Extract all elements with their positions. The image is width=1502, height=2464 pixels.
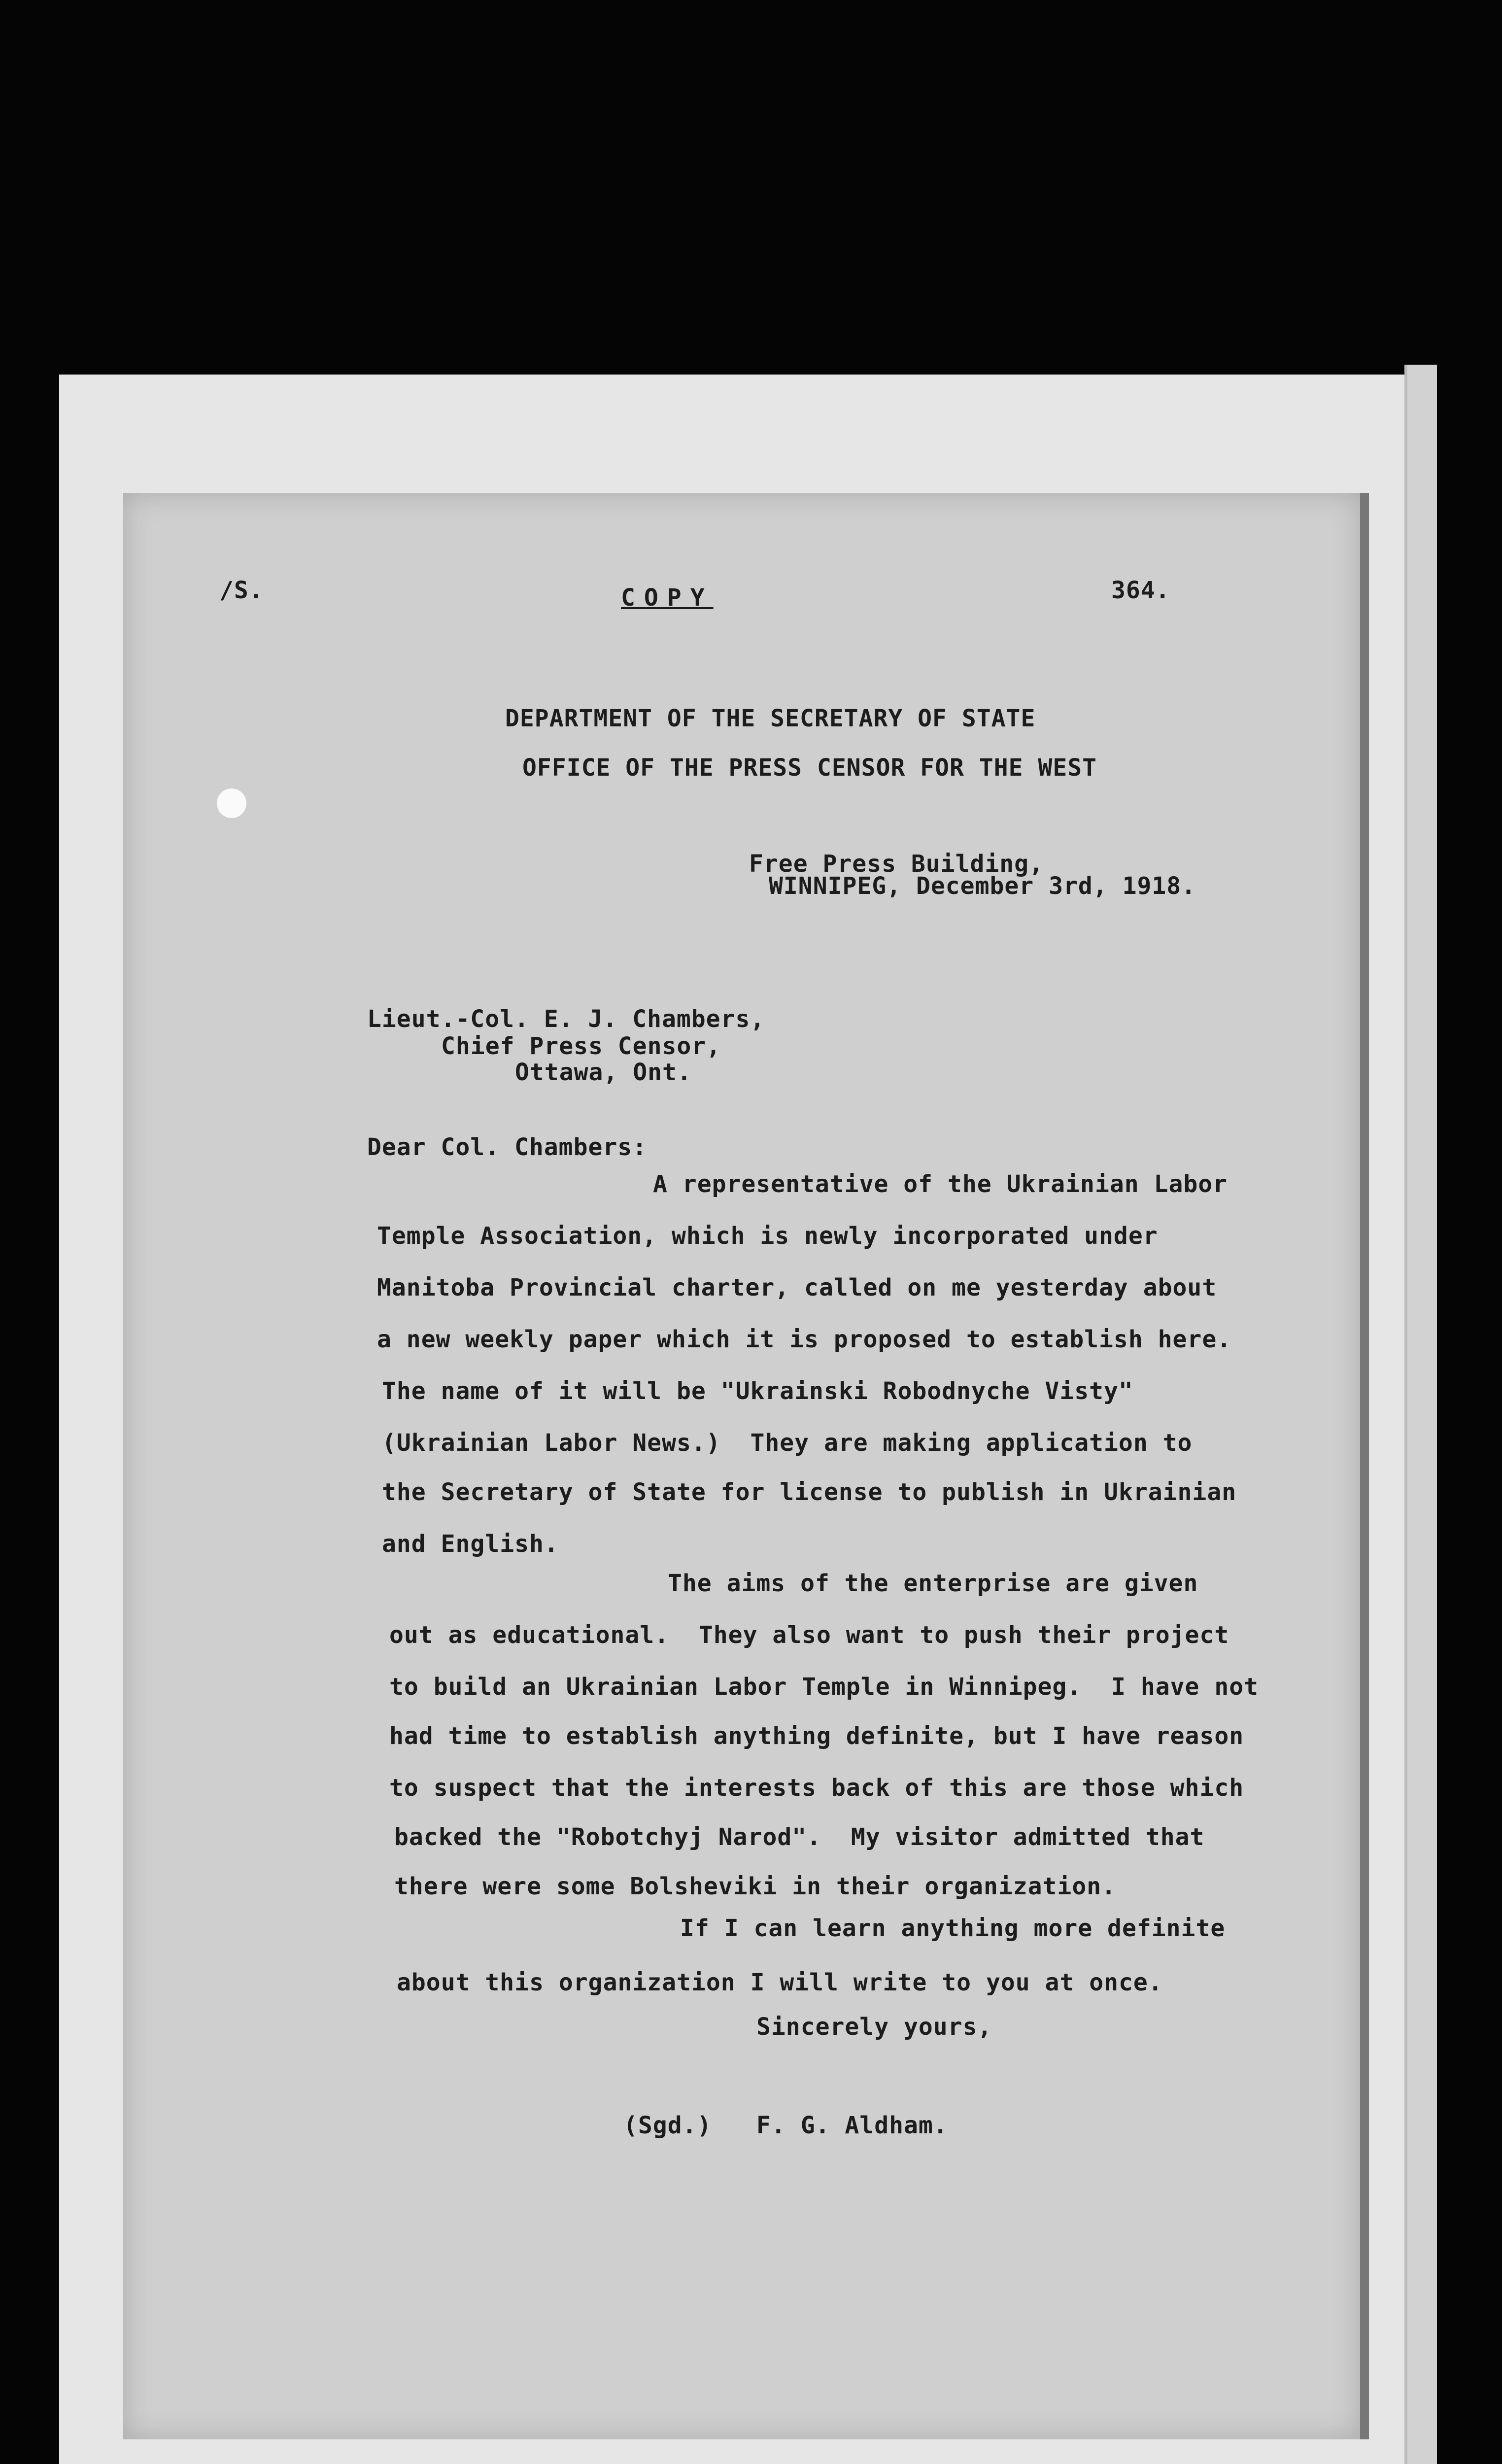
body-line: The aims of the enterprise are given xyxy=(668,1570,1198,1597)
ref-left: /S. xyxy=(219,577,264,604)
ref-right: 364. xyxy=(1111,577,1170,604)
body-line: A representative of the Ukrainian Labor xyxy=(653,1170,1228,1198)
page-shadow xyxy=(1360,493,1369,2439)
body-line: The name of it will be "Ukrainski Robodnyche Visty" xyxy=(382,1377,1133,1405)
punch-hole xyxy=(217,788,246,818)
body-line: to suspect that the interests back of this are those which xyxy=(389,1774,1244,1802)
department-line2: OFFICE OF THE PRESS CENSOR FOR THE WEST xyxy=(522,754,1097,782)
body-line: a new weekly paper which it is proposed to establish here. xyxy=(377,1326,1232,1353)
body-line: about this organization I will write to you at once. xyxy=(397,1969,1163,1996)
body-line: out as educational. They also want to push their project xyxy=(389,1621,1229,1649)
recipient-line1: Lieut.-Col. E. J. Chambers, xyxy=(367,1005,765,1033)
address-line1: Free Press Building, xyxy=(749,850,1044,878)
recipient-line3: Ottawa, Ont. xyxy=(515,1059,692,1086)
closing: Sincerely yours, xyxy=(756,2013,992,2041)
body-line: and English. xyxy=(382,1530,559,1558)
body-line: had time to establish anything definite, but I have reason xyxy=(389,1722,1244,1750)
letter-page xyxy=(123,493,1360,2439)
department-line1: DEPARTMENT OF THE SECRETARY OF STATE xyxy=(505,705,1036,732)
signature-name: F. G. Aldham. xyxy=(756,2112,948,2139)
address-line2: WINNIPEG, December 3rd, 1918. xyxy=(769,872,1196,900)
copy-label: COPY xyxy=(621,584,714,612)
mount-edge xyxy=(1404,365,1437,2464)
recipient-line2: Chief Press Censor, xyxy=(441,1032,721,1060)
body-line: the Secretary of State for license to publish in Ukrainian xyxy=(382,1478,1237,1506)
body-line: there were some Bolsheviki in their organization. xyxy=(394,1873,1117,1900)
body-line: Temple Association, which is newly incorporated under xyxy=(377,1222,1158,1250)
signature-prefix: (Sgd.) xyxy=(623,2112,712,2139)
body-line: Manitoba Provincial charter, called on me yesterday about xyxy=(377,1274,1217,1301)
body-line: to build an Ukrainian Labor Temple in Winnipeg. I have not xyxy=(389,1673,1259,1701)
salutation: Dear Col. Chambers: xyxy=(367,1133,648,1161)
body-line: backed the "Robotchyj Narod". My visitor admitted that xyxy=(394,1823,1205,1851)
body-line: (Ukrainian Labor News.) They are making application to xyxy=(382,1429,1193,1457)
body-line: If I can learn anything more definite xyxy=(680,1915,1226,1942)
